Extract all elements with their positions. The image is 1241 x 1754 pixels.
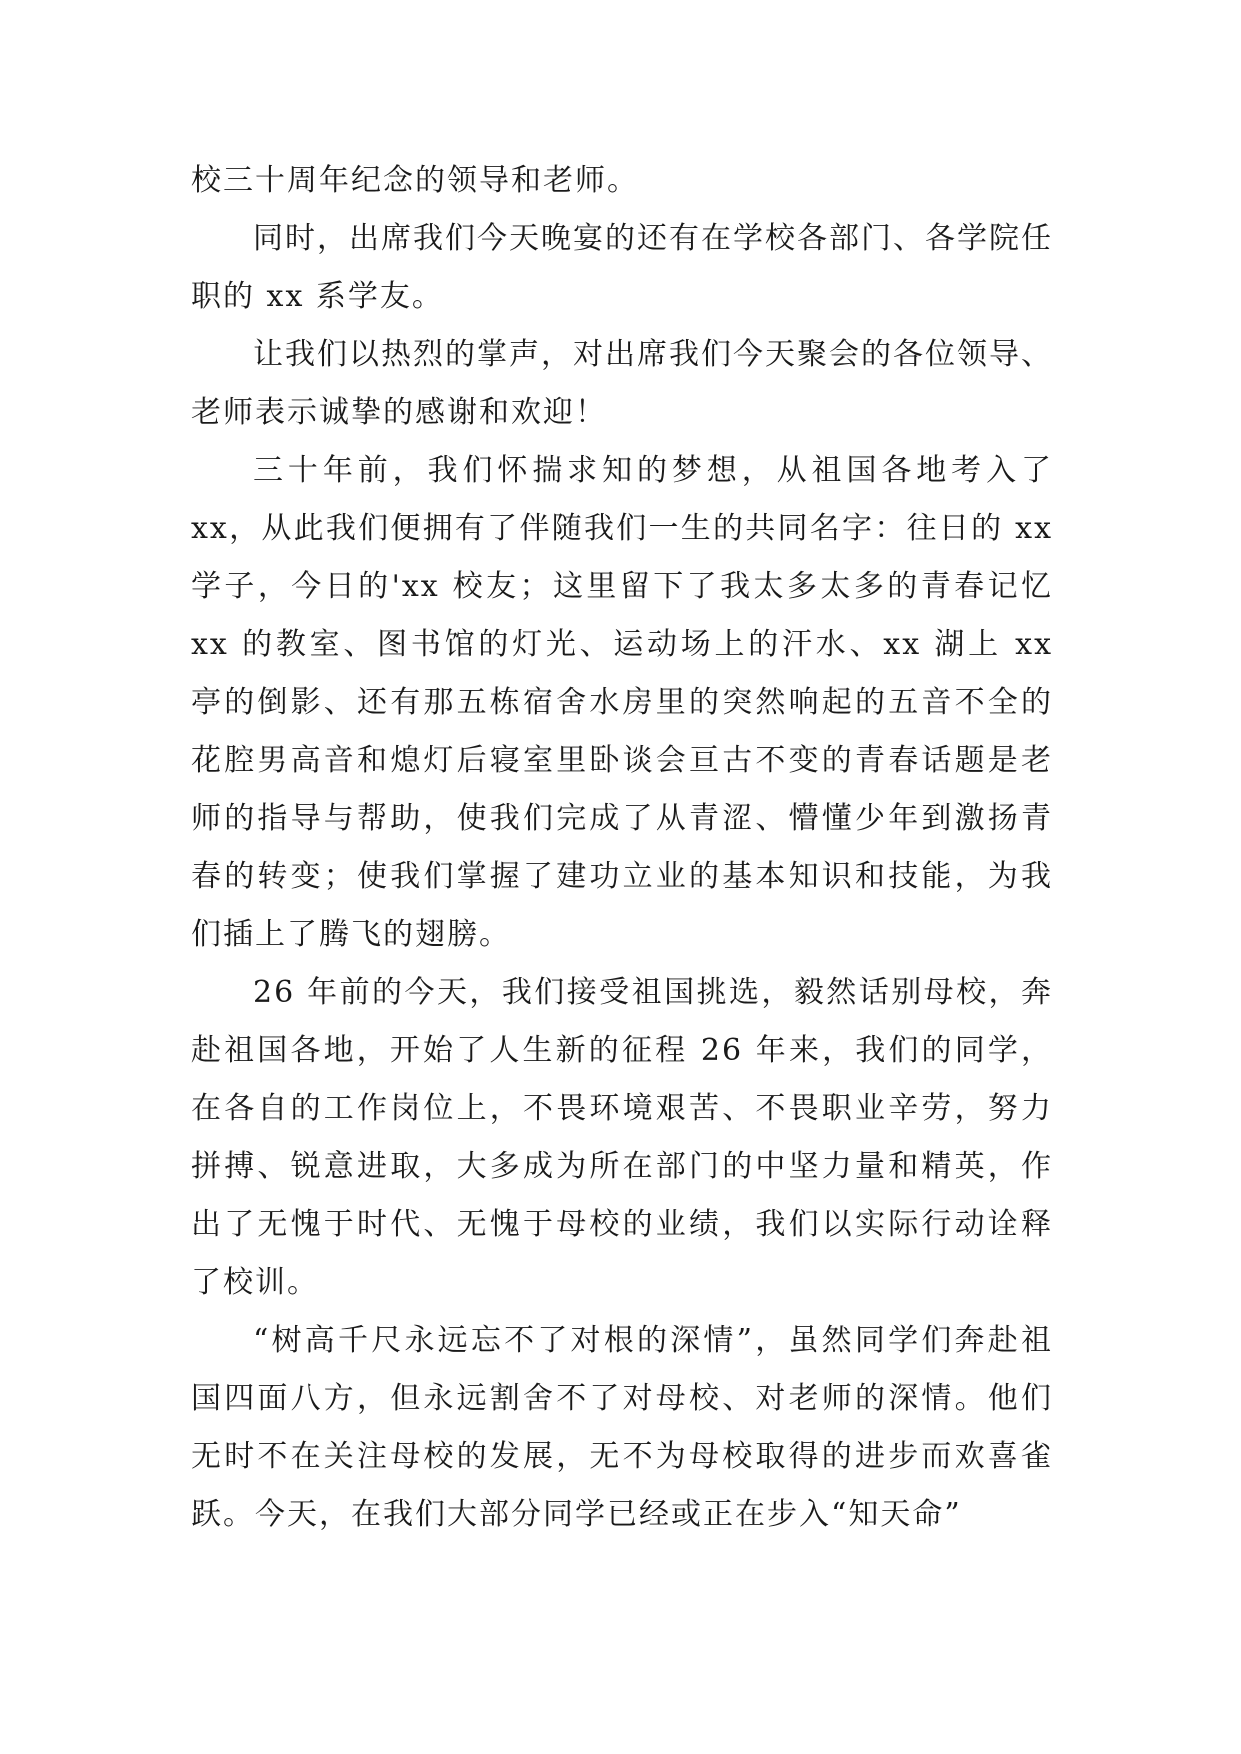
paragraph-6: “树高千尺永远忘不了对根的深情”，虽然同学们奔赴祖国四面八方，但永远割舍不了对母校、对老师的深情。他们无时不在关注母校的发展，无不为母校取得的进步而欢喜雀跃。今天，在我们大部分同学已经或正在步入“知天命”: [191, 1323, 1053, 1532]
paragraph-4: 三十年前，我们怀揣求知的梦想，从祖国各地考入了 xx，从此我们便拥有了伴随我们一生的共同名字：往日的 xx 学子，今日的'xx 校友；这里留下了我太多太多的青春记忆 xx 的教室、图书馆的灯光、运动场上的汗水、xx 湖上 xx 亭的倒影、还有那五栋宿舍水房里的突然响起的五音不全的花腔男高音和熄灯后寝室里卧谈会亘古不变的青春话题是老师的指导与帮助，使我们完成了从青涩、懵懂少年到激扬青春的转变；使我们掌握了建功立业的基本知识和技能，为我们插上了腾飞的翅膀。: [191, 453, 1053, 952]
paragraph-2: 同时，出席我们今天晚宴的还有在学校各部门、各学院任职的 xx 系学友。: [191, 221, 1053, 314]
paragraph-5: 26 年前的今天，我们接受祖国挑选，毅然话别母校，奔赴祖国各地，开始了人生新的征程 26 年来，我们的同学，在各自的工作岗位上，不畏环境艰苦、不畏职业辛劳，努力拼搏、锐意进取，大多成为所在部门的中坚力量和精英，作出了无愧于时代、无愧于母校的业绩，我们以实际行动诠释了校训。: [191, 975, 1053, 1300]
paragraph-3: 让我们以热烈的掌声，对出席我们今天聚会的各位领导、老师表示诚挚的感谢和欢迎！: [191, 337, 1053, 430]
document-body: [191, 152, 1053, 1544]
paragraph-1: 校三十周年纪念的领导和老师。: [191, 163, 639, 198]
